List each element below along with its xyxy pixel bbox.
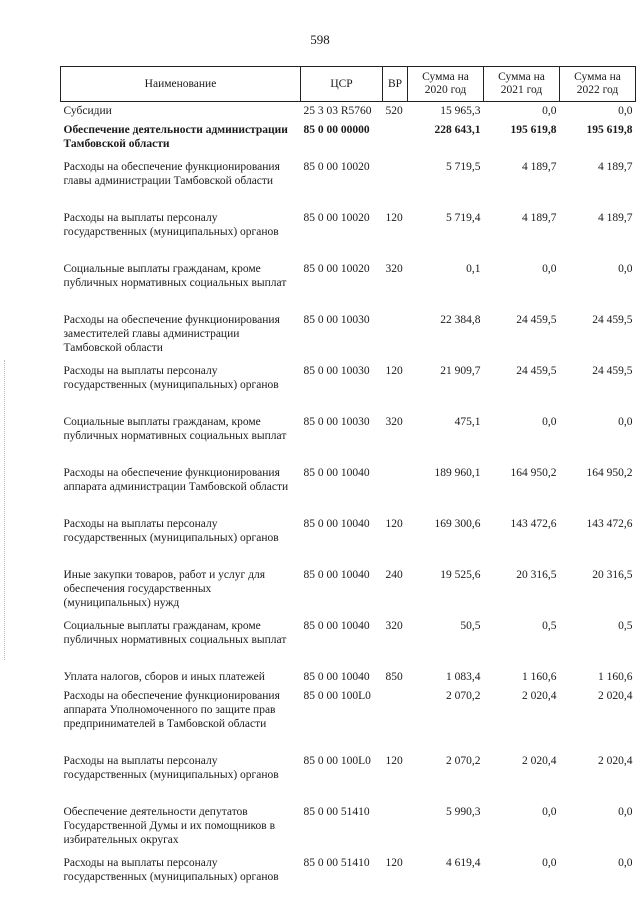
row-name: Социальные выплаты гражданам, кроме публичных нормативных социальных выплат xyxy=(63,620,287,646)
row-sum-2021: 0,0 xyxy=(542,105,557,117)
row-sum-2020: 2 070,2 xyxy=(446,690,481,702)
row-sum-2021: 4 189,7 xyxy=(522,161,557,173)
table-row xyxy=(61,752,636,803)
table-row xyxy=(61,617,636,668)
row-sum-2022: 2 020,4 xyxy=(598,755,633,767)
row-csr: 85 0 00 10020 xyxy=(303,161,370,173)
table-row xyxy=(61,311,636,362)
row-vr: 120 xyxy=(385,365,403,377)
table-row xyxy=(61,854,636,905)
row-name: Расходы на выплаты персоналу государственных (муниципальных) органов xyxy=(63,212,279,238)
row-vr xyxy=(383,121,408,158)
row-sum-2020: 5 719,4 xyxy=(446,212,481,224)
row-sum-2022: 195 619,8 xyxy=(586,124,633,136)
row-name: Расходы на выплаты персоналу государственных (муниципальных) органов xyxy=(63,365,279,391)
row-sum-2021: 164 950,2 xyxy=(510,467,557,479)
row-name: Обеспечение деятельности администрации Тамбовской области xyxy=(63,124,288,150)
row-csr: 85 0 00 51410 xyxy=(303,857,370,869)
row-sum-2021: 0,5 xyxy=(542,620,557,632)
row-name: Социальные выплаты гражданам, кроме публичных нормативных социальных выплат xyxy=(63,416,287,442)
row-sum-2022: 0,0 xyxy=(618,105,633,117)
row-sum-2021: 24 459,5 xyxy=(516,314,557,326)
row-sum-2022: 4 189,7 xyxy=(598,161,633,173)
row-csr: 25 3 03 R5760 xyxy=(303,105,372,117)
row-vr: 320 xyxy=(385,416,403,428)
row-sum-2021: 143 472,6 xyxy=(510,518,557,530)
header-sum-2021: Сумма на 2021 год xyxy=(484,67,560,102)
row-sum-2021: 4 189,7 xyxy=(522,212,557,224)
table-row xyxy=(61,260,636,311)
row-sum-2021: 0,0 xyxy=(542,263,557,275)
row-sum-2022: 20 316,5 xyxy=(592,569,633,581)
header-name: Наименование xyxy=(61,67,301,102)
row-sum-2020: 475,1 xyxy=(454,416,481,428)
row-name: Социальные выплаты гражданам, кроме публичных нормативных социальных выплат xyxy=(63,263,287,289)
row-sum-2021: 24 459,5 xyxy=(516,365,557,377)
row-sum-2022: 1 160,6 xyxy=(598,671,633,683)
header-csr: ЦСР xyxy=(301,67,383,102)
row-csr: 85 0 00 10030 xyxy=(303,365,370,377)
row-vr: 320 xyxy=(385,620,403,632)
table-row xyxy=(61,668,636,687)
row-vr xyxy=(383,158,408,209)
row-sum-2022: 24 459,5 xyxy=(592,365,633,377)
row-vr: 120 xyxy=(385,212,403,224)
table-row xyxy=(61,566,636,617)
row-sum-2021: 0,0 xyxy=(542,857,557,869)
table-row xyxy=(61,413,636,464)
row-sum-2020: 169 300,6 xyxy=(434,518,481,530)
row-csr: 85 0 00 10030 xyxy=(303,416,370,428)
row-sum-2020: 50,5 xyxy=(460,620,481,632)
row-sum-2022: 2 020,4 xyxy=(598,690,633,702)
row-sum-2020: 21 909,7 xyxy=(440,365,481,377)
header-vr: ВР xyxy=(383,67,408,102)
table-row xyxy=(61,209,636,260)
table-row xyxy=(61,464,636,515)
row-sum-2021: 1 160,6 xyxy=(522,671,557,683)
row-sum-2021: 2 020,4 xyxy=(522,755,557,767)
row-sum-2020: 2 070,2 xyxy=(446,755,481,767)
row-sum-2020: 5 719,5 xyxy=(446,161,481,173)
row-csr: 85 0 00 10020 xyxy=(303,263,370,275)
row-csr: 85 0 00 00000 xyxy=(303,124,370,136)
row-csr: 85 0 00 10040 xyxy=(303,620,370,632)
row-csr: 85 0 00 10040 xyxy=(303,671,370,683)
row-sum-2020: 19 525,6 xyxy=(440,569,481,581)
row-sum-2020: 22 384,8 xyxy=(440,314,481,326)
row-name: Иные закупки товаров, работ и услуг для обеспечения государственных (муниципальных) нужд xyxy=(63,569,265,609)
header-sum-2020: Сумма на 2020 год xyxy=(408,67,484,102)
row-sum-2020: 228 643,1 xyxy=(434,124,481,136)
row-name: Субсидии xyxy=(63,105,112,117)
row-sum-2020: 189 960,1 xyxy=(434,467,481,479)
row-csr: 85 0 00 10030 xyxy=(303,314,370,326)
row-vr: 120 xyxy=(385,755,403,767)
row-sum-2022: 4 189,7 xyxy=(598,212,633,224)
row-name: Расходы на обеспечение функционирования заместителей главы администрации Тамбовской области xyxy=(63,314,280,354)
row-vr: 850 xyxy=(385,671,403,683)
row-sum-2022: 0,5 xyxy=(618,620,633,632)
row-name: Расходы на обеспечение функционирования аппарата администрации Тамбовской области xyxy=(63,467,289,493)
budget-table xyxy=(60,66,636,905)
row-sum-2021: 20 316,5 xyxy=(516,569,557,581)
row-vr: 320 xyxy=(385,263,403,275)
row-csr: 85 0 00 10040 xyxy=(303,569,370,581)
row-sum-2020: 1 083,4 xyxy=(446,671,481,683)
row-sum-2020: 5 990,3 xyxy=(446,806,481,818)
row-vr xyxy=(383,687,408,752)
table-row xyxy=(61,121,636,158)
row-csr: 85 0 00 100L0 xyxy=(303,690,371,702)
page-number: 598 xyxy=(310,32,330,47)
table-row xyxy=(61,515,636,566)
row-vr: 120 xyxy=(385,857,403,869)
row-sum-2022: 24 459,5 xyxy=(592,314,633,326)
row-sum-2020: 4 619,4 xyxy=(446,857,481,869)
row-vr: 240 xyxy=(385,569,403,581)
row-sum-2021: 2 020,4 xyxy=(522,690,557,702)
table-row xyxy=(61,362,636,413)
header-sum-2022: Сумма на 2022 год xyxy=(560,67,636,102)
row-sum-2022: 164 950,2 xyxy=(586,467,633,479)
row-sum-2022: 0,0 xyxy=(618,857,633,869)
table-row xyxy=(61,687,636,752)
row-sum-2022: 143 472,6 xyxy=(586,518,633,530)
row-csr: 85 0 00 100L0 xyxy=(303,755,371,767)
row-name: Уплата налогов, сборов и иных платежей xyxy=(63,671,265,683)
row-sum-2021: 195 619,8 xyxy=(510,124,557,136)
row-csr: 85 0 00 10040 xyxy=(303,518,370,530)
row-name: Расходы на обеспечение функционирования аппарата Уполномоченного по защите прав предпринимателей в Тамбовской области xyxy=(63,690,280,730)
row-name: Расходы на выплаты персоналу государственных (муниципальных) органов xyxy=(63,857,279,883)
row-sum-2020: 15 965,3 xyxy=(440,105,481,117)
row-sum-2020: 0,1 xyxy=(466,263,481,275)
row-csr: 85 0 00 10040 xyxy=(303,467,370,479)
row-vr: 120 xyxy=(385,518,403,530)
table-row xyxy=(61,102,636,122)
row-name: Расходы на выплаты персоналу государственных (муниципальных) органов xyxy=(63,755,279,781)
row-vr: 520 xyxy=(385,105,403,117)
row-csr: 85 0 00 51410 xyxy=(303,806,370,818)
row-name: Расходы на обеспечение функционирования главы администрации Тамбовской области xyxy=(63,161,280,187)
row-csr: 85 0 00 10020 xyxy=(303,212,370,224)
table-header-row xyxy=(61,67,636,102)
margin-scan-marks xyxy=(4,360,9,660)
row-vr xyxy=(383,311,408,362)
table-row xyxy=(61,158,636,209)
row-sum-2022: 0,0 xyxy=(618,806,633,818)
row-vr xyxy=(383,803,408,854)
row-sum-2021: 0,0 xyxy=(542,416,557,428)
row-sum-2021: 0,0 xyxy=(542,806,557,818)
row-name: Обеспечение деятельности депутатов Государственной Думы и их помощников в избирательных округах xyxy=(63,806,276,846)
row-sum-2022: 0,0 xyxy=(618,263,633,275)
row-sum-2022: 0,0 xyxy=(618,416,633,428)
row-name: Расходы на выплаты персоналу государственных (муниципальных) органов xyxy=(63,518,279,544)
table-row xyxy=(61,803,636,854)
row-vr xyxy=(383,464,408,515)
